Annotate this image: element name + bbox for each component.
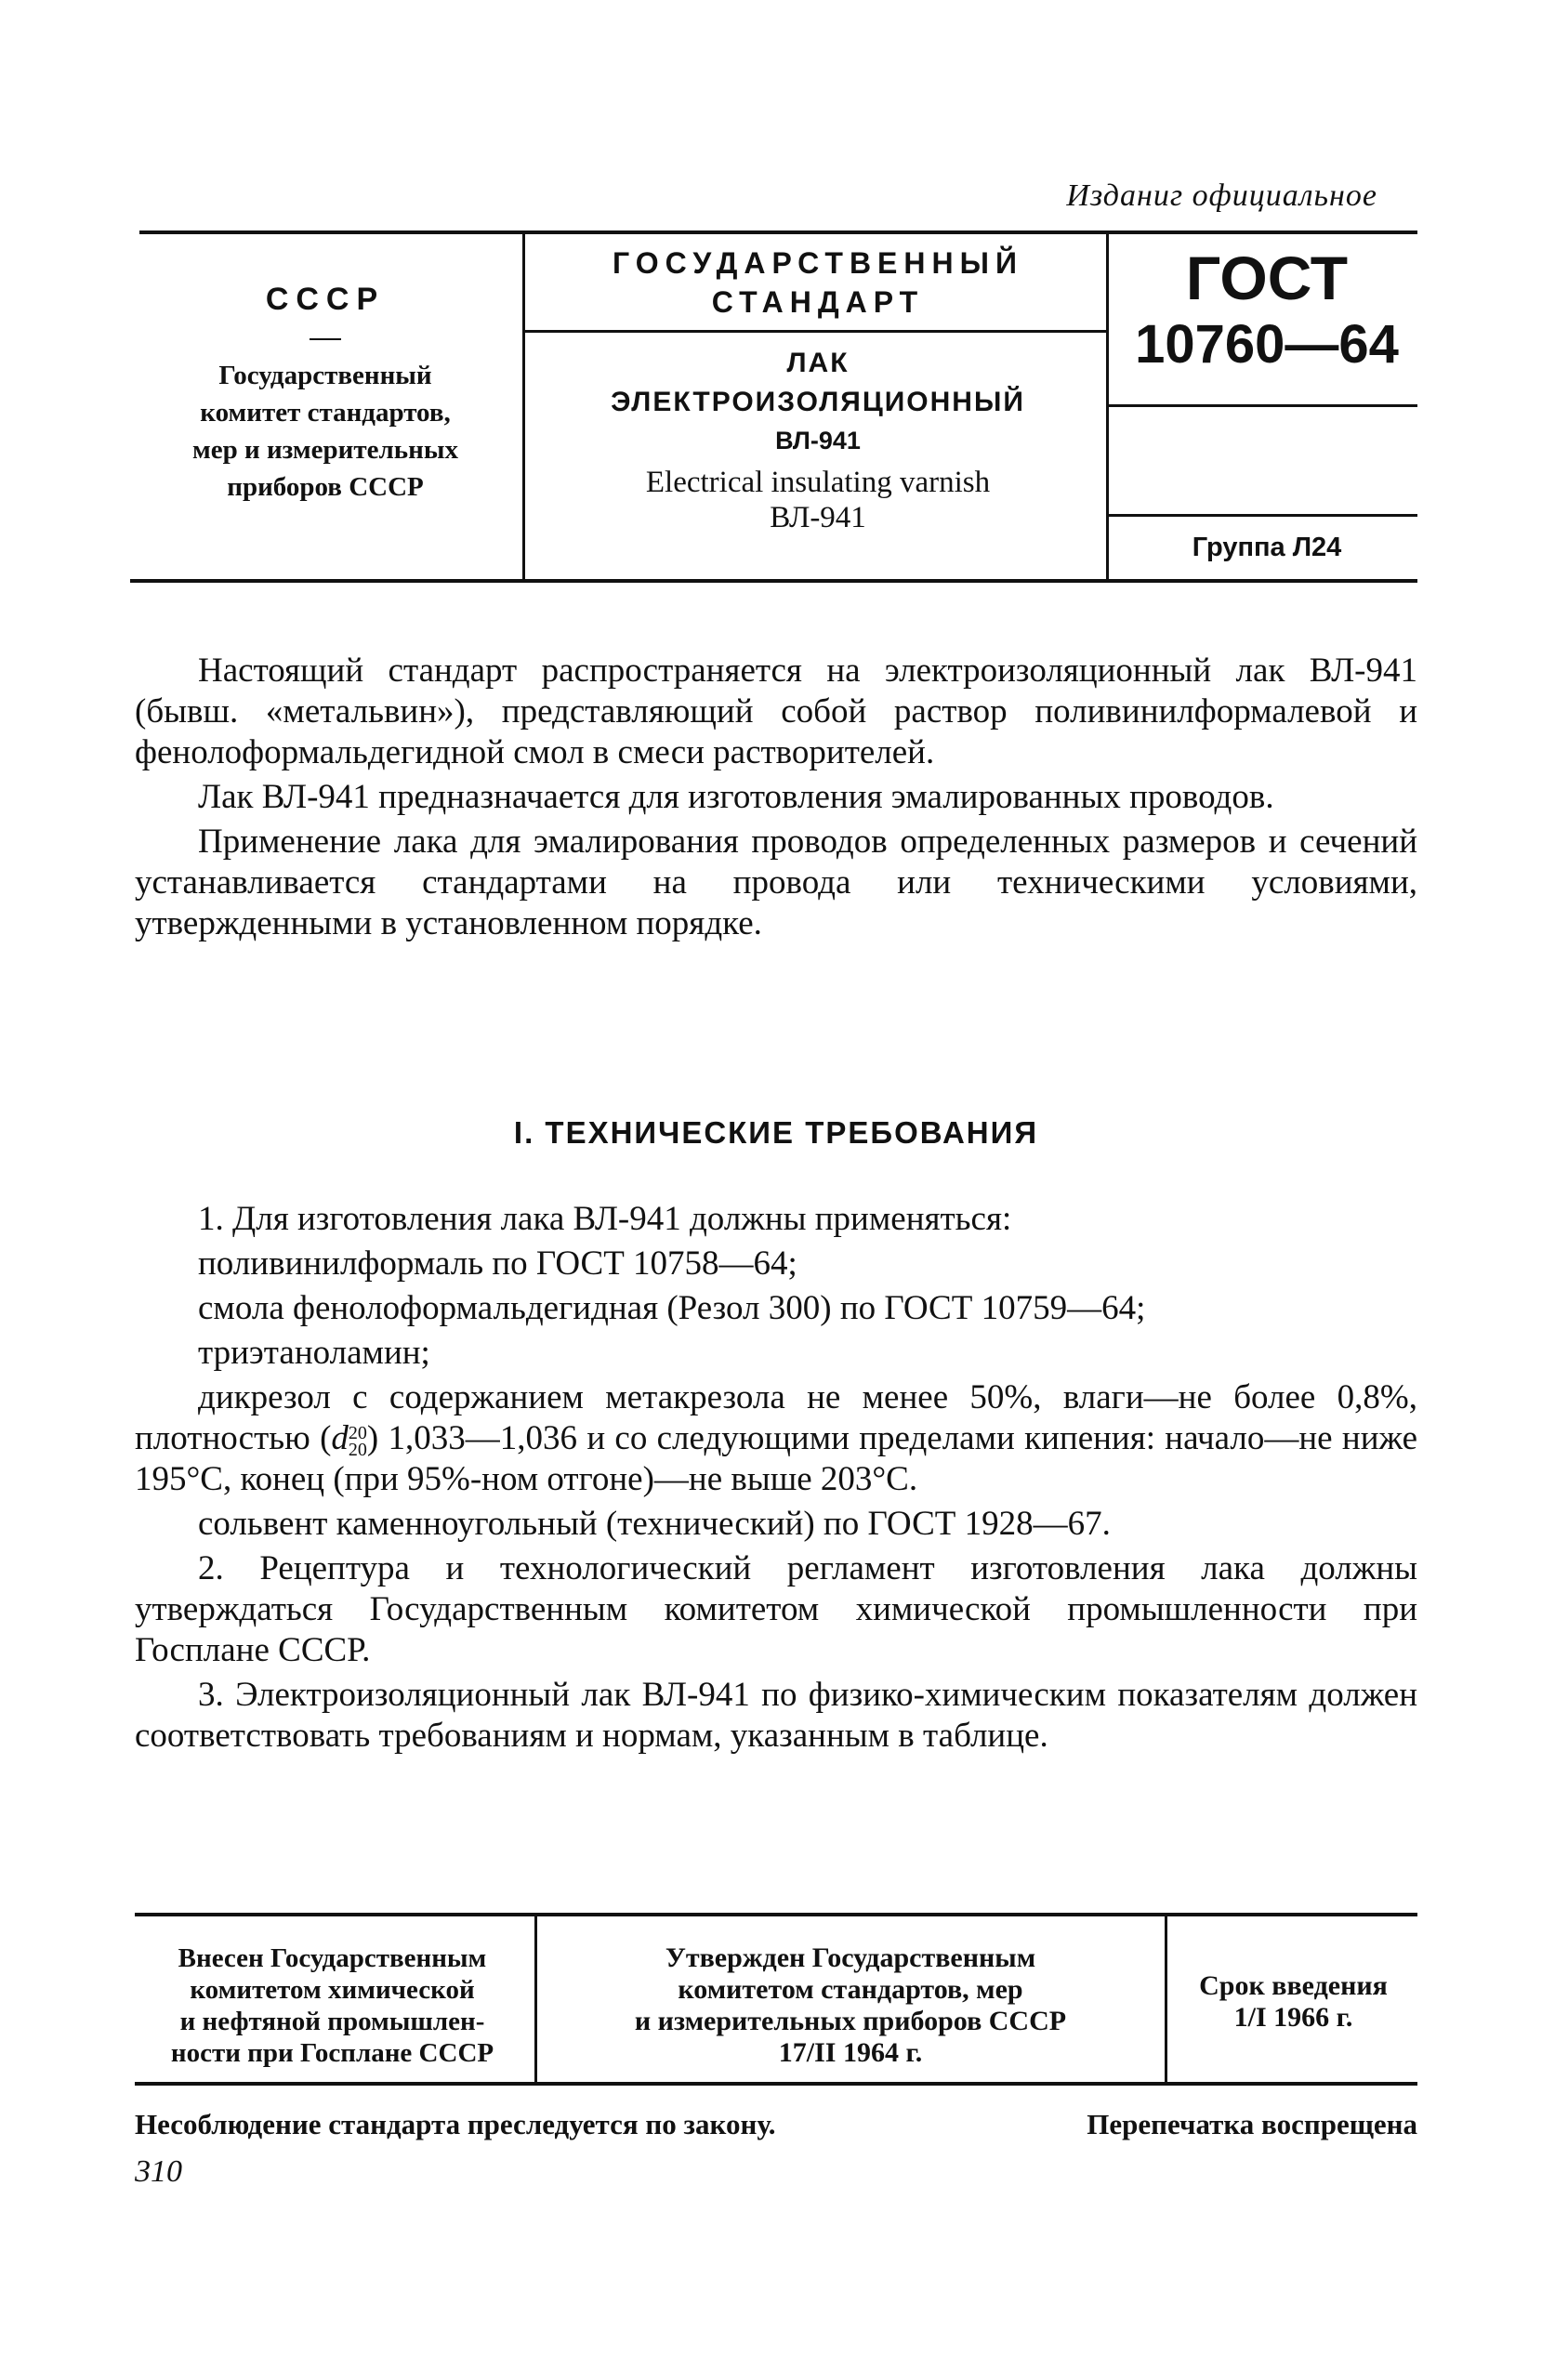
notice-left: Несоблюдение стандарта преследуется по закону. bbox=[135, 2108, 776, 2140]
english-title-2: ВЛ-941 bbox=[770, 501, 866, 534]
section-title: I. ТЕХНИЧЕСКИЕ ТРЕБОВАНИЯ bbox=[513, 1115, 1039, 1150]
standard-number-block bbox=[1113, 244, 1420, 377]
requirement-item-3: 3. Электроизоляционный лак ВЛ-941 по физико-химическим показателям должен соответствовать требованиям и нормам, указанным в таблице. bbox=[135, 1676, 1417, 1755]
issuing-organization bbox=[139, 237, 511, 572]
right-cell-rule-2 bbox=[1109, 514, 1417, 517]
standard-title bbox=[530, 344, 1106, 535]
title-line-1: ЛАК bbox=[786, 348, 850, 378]
header-bottom-rule bbox=[130, 579, 1417, 583]
footer-divider-1 bbox=[534, 1916, 537, 2082]
standard-type: ГОСУДАРСТВЕННЫЙ СТАНДАРТ bbox=[613, 246, 1023, 319]
title-line-2: ЭЛЕКТРОИЗОЛЯЦИОННЫЙ bbox=[611, 387, 1025, 417]
material-item: поливинилформаль по ГОСТ 10758—64; bbox=[198, 1244, 797, 1283]
page-number: 310 bbox=[135, 2154, 182, 2189]
intro-paragraph: Настоящий стандарт распространяется на электроизоляционный лак ВЛ-941 (бывш. «метальвин»), представляющий собой раствор поливинилформалевой и фенолоформальдегидной смол в смеси растворителей. bbox=[135, 652, 1417, 771]
middle-cell-rule bbox=[525, 330, 1106, 333]
introduced-by: Внесен Государственным комитетом химической и нефтяной промышлен- ности при Госплане СССР bbox=[170, 1943, 494, 2068]
edition-note: Изданиг официальное bbox=[1066, 178, 1377, 213]
footer-bottom-rule bbox=[135, 2082, 1417, 2086]
title-line-3: ВЛ-941 bbox=[775, 427, 861, 454]
english-title-1: Electrical insulating varnish bbox=[645, 466, 991, 499]
material-item: сольвент каменноугольный (технический) по ГОСТ 1928—67. bbox=[198, 1505, 1111, 1543]
material-item: дикрезол с содержанием метакрезола не менее 50%, влаги—не более 0,8%, плотностью (d 20 20 ) 1,033—1,036 и со следующими пределами кипения: начало—не ниже 195°С, конец (при 95%-ном отгоне)—не выше 203°С. bbox=[135, 1378, 1417, 1498]
country-label: СССР bbox=[265, 282, 386, 317]
header-divider-left bbox=[522, 234, 525, 579]
committee-name: Государственный комитет стандартов, мер и измерительных приборов СССР bbox=[192, 361, 458, 502]
standard-number: 10760—64 bbox=[1135, 314, 1399, 375]
right-cell-rule-1 bbox=[1109, 404, 1417, 407]
group-code: Группа Л24 bbox=[1192, 533, 1342, 562]
gost-label: ГОСТ bbox=[1185, 244, 1349, 312]
footer-top-rule bbox=[135, 1913, 1417, 1916]
requirement-item-1: 1. Для изготовления лака ВЛ-941 должны применяться: bbox=[198, 1200, 1012, 1238]
requirement-item-2: 2. Рецептура и технологический регламент изготовления лака должны утверждаться Государственным комитетом химической промышленности при Госплане СССР. bbox=[135, 1549, 1417, 1669]
material-item: триэтаноламин; bbox=[198, 1334, 430, 1372]
effective-date: Срок введения 1/I 1966 г. bbox=[1199, 1970, 1388, 2033]
legal-notice bbox=[135, 2108, 1417, 2141]
separator-dash bbox=[310, 338, 341, 340]
notice-right: Перепечатка воспрещена bbox=[1087, 2108, 1417, 2140]
intro-paragraph: Лак ВЛ-941 предназначается для изготовления эмалированных проводов. bbox=[198, 778, 1274, 816]
material-item: смола фенолоформальдегидная (Резол 300) по ГОСТ 10759—64; bbox=[198, 1289, 1146, 1327]
approved-by: Утвержден Государственным комитетом стандартов, мер и измерительных приборов СССР 17/II 1964 г. bbox=[634, 1942, 1067, 2068]
header-top-rule bbox=[139, 230, 1417, 234]
footer-divider-2 bbox=[1165, 1916, 1167, 2082]
requirements-list bbox=[135, 1199, 1417, 1760]
intro-text bbox=[135, 651, 1417, 948]
intro-paragraph: Применение лака для эмалирования проводов определенных размеров и сечений устанавливается стандартами на провода или техническими условиями, утвержденными в установленном порядке. bbox=[135, 823, 1417, 942]
